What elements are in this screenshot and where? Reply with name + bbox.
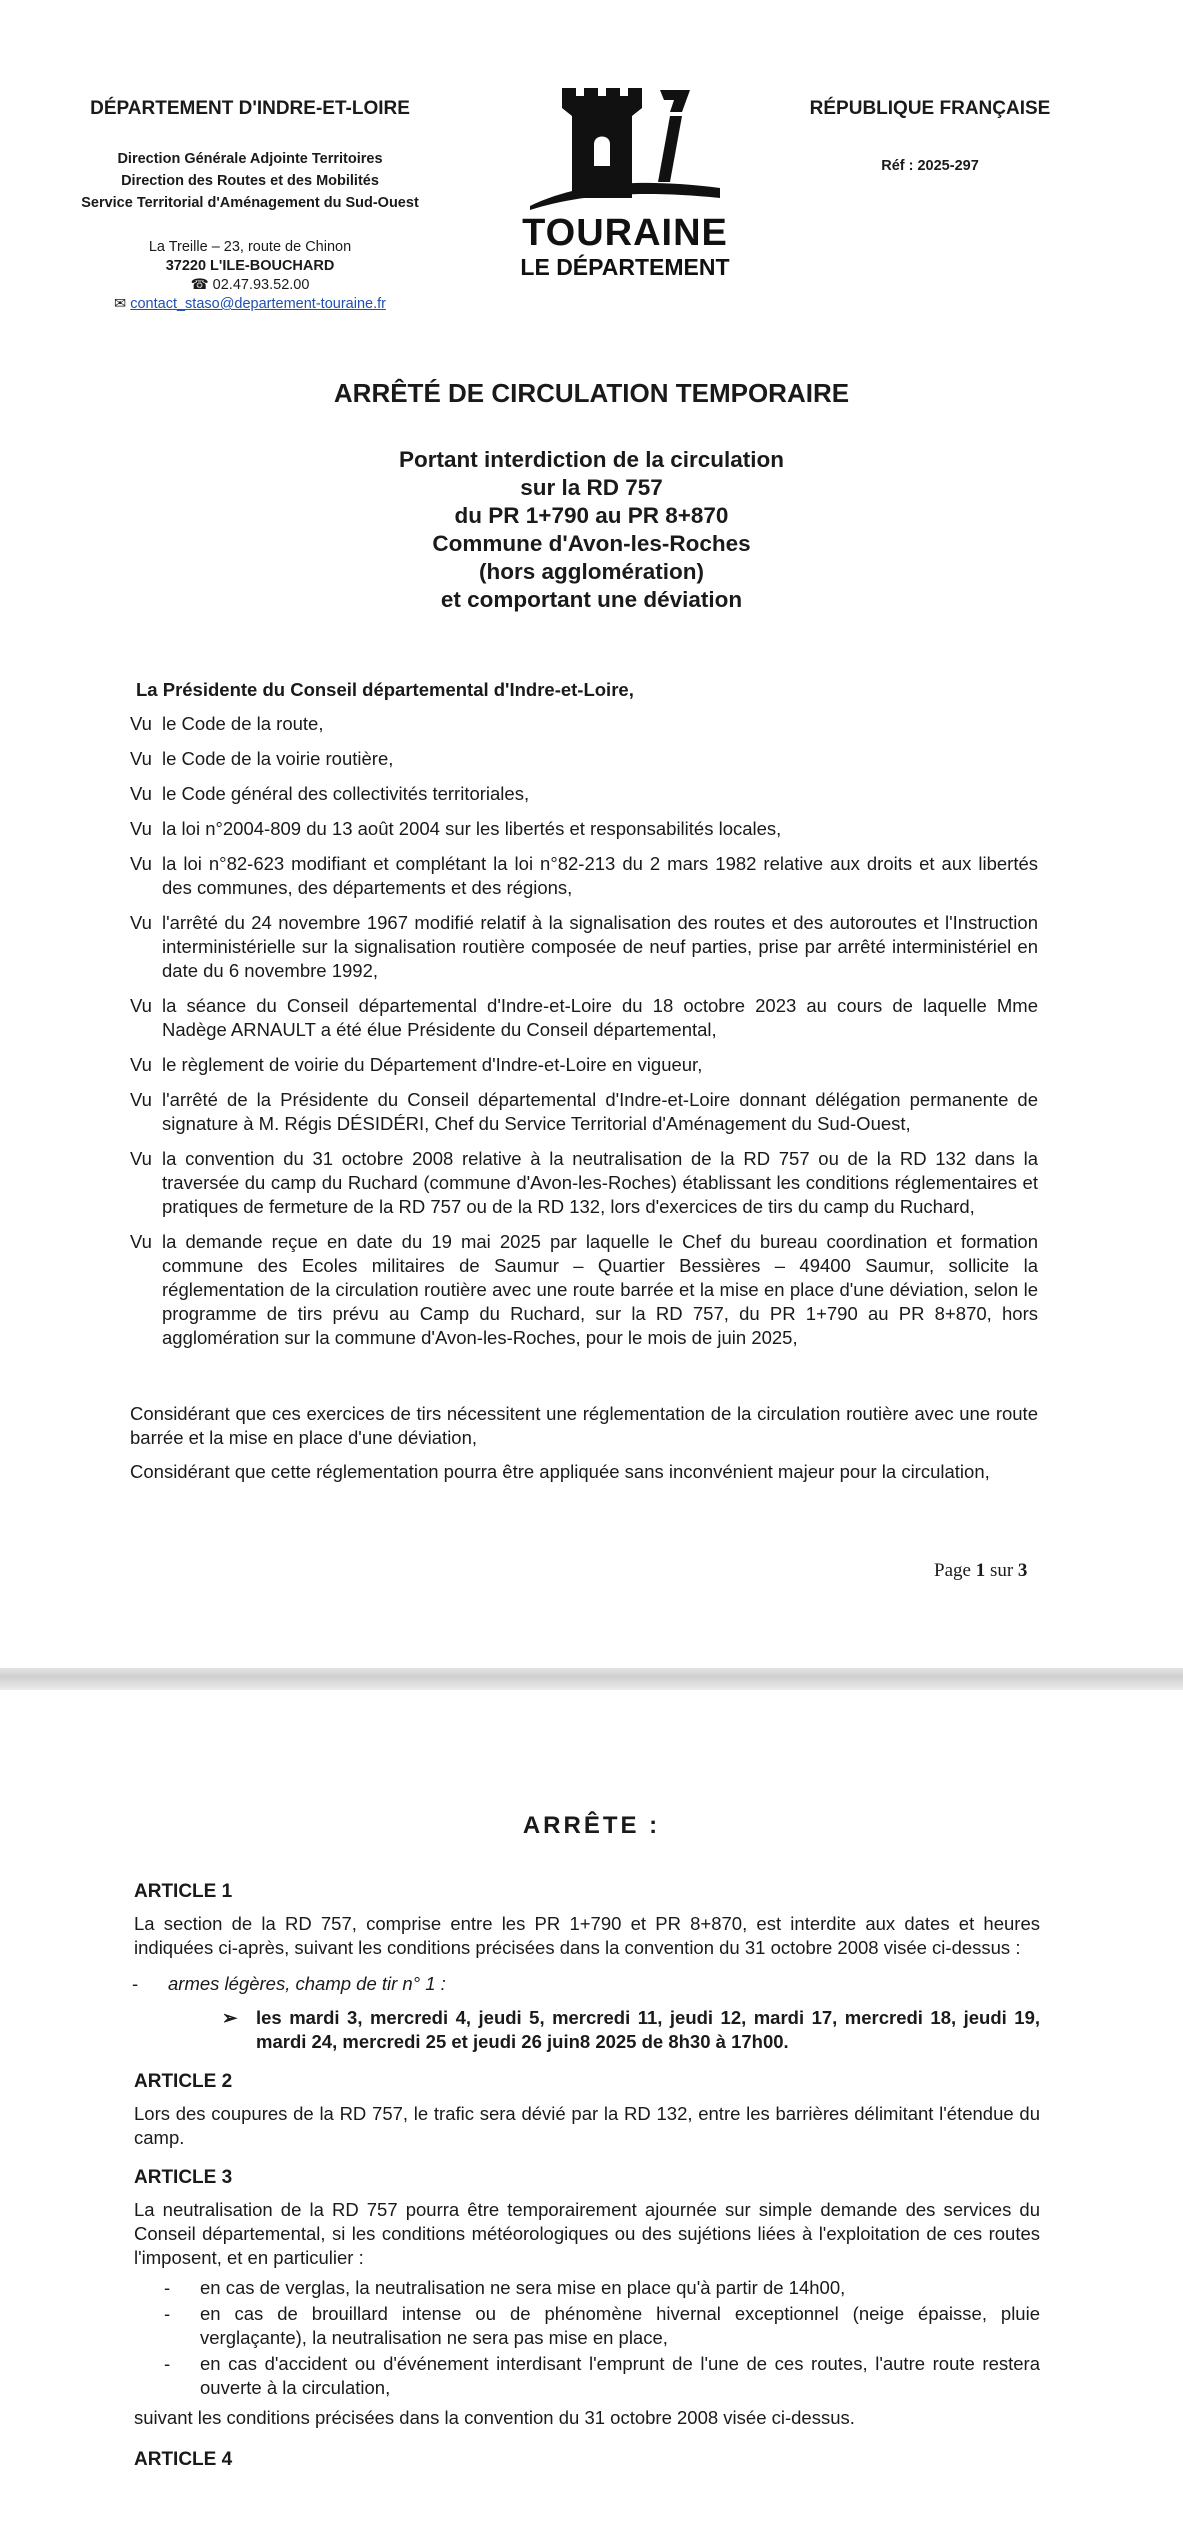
article-item — [164, 2276, 1040, 2300]
subtitle-line: (hors agglomération) — [478, 559, 704, 584]
phone-line — [40, 276, 460, 295]
article-text: La neutralisation de la RD 757 pourra être temporairement ajournée sur simple demande des services du Conseil départemental, si les conditions météorologiques ou des sujétions liées à l'exploitation de ces routes l'imposent, et en particulier : — [134, 2199, 1040, 2268]
vu-label: Vu — [130, 1148, 152, 1169]
page-total: 3 — [1017, 1560, 1028, 1581]
president-line: La Présidente du Conseil départemental d'Indre-et-Loire, — [136, 679, 634, 700]
subtitle-line: Commune d'Avon-les-Roches — [432, 531, 751, 556]
vu-label: Vu — [130, 713, 152, 734]
article-item — [164, 2302, 1040, 2350]
vu-text: la loi n°2004-809 du 13 août 2004 sur les libertés et responsabilités locales, — [162, 818, 782, 839]
vu-label: Vu — [130, 1231, 152, 1252]
dash-bullet: - — [164, 2353, 171, 2374]
page-number — [934, 1560, 1027, 1582]
vu-item — [130, 747, 1038, 771]
dates-item — [222, 2006, 1040, 2054]
phone-icon: ☎ — [190, 277, 213, 293]
vu-item — [130, 852, 1038, 900]
reference-number: Réf : 2025-297 — [881, 158, 979, 174]
service-line: Service Territorial d'Aménagement du Sud-Ouest — [81, 195, 419, 211]
vu-label: Vu — [130, 912, 152, 933]
subtitle-line: sur la RD 757 — [520, 475, 663, 500]
page-sep: sur — [989, 1560, 1014, 1581]
vu-label: Vu — [130, 853, 152, 874]
article-text: La section de la RD 757, comprise entre les PR 1+790 et PR 8+870, est interdite aux dates et heures indiquées ci-après, suivant les conditions précisées dans la convention du 31 octobre 2008 visée ci-dessus : — [134, 1913, 1040, 1958]
article-item — [132, 1972, 1040, 1996]
article-item-text: armes légères, champ de tir n° 1 : — [168, 1973, 446, 1994]
vu-text: le règlement de voirie du Département d'Indre-et-Loire en vigueur, — [162, 1054, 703, 1075]
vu-item — [130, 1230, 1038, 1350]
article-item-text: en cas d'accident ou d'événement interdisant l'emprunt de l'une de ces routes, l'autre route restera ouverte à la circulation, — [200, 2353, 1040, 2398]
tower-logo-icon — [520, 82, 730, 212]
subtitle-line: et comportant une déviation — [440, 587, 743, 612]
article-item — [164, 2352, 1040, 2400]
document-title: ARRÊTÉ DE CIRCULATION TEMPORAIRE — [333, 378, 850, 408]
vu-label: Vu — [130, 748, 152, 769]
article-item-text: en cas de brouillard intense ou de phénomène hivernal exceptionnel (neige épaisse, pluie verglaçante), la neutralisation ne sera pas mise en place, — [200, 2303, 1040, 2348]
vu-text: le Code de la route, — [162, 713, 324, 734]
vu-item — [130, 1088, 1038, 1136]
address-city: 37220 L'ILE-BOUCHARD — [165, 258, 335, 274]
arrete-heading: ARRÊTE : — [522, 1812, 661, 1839]
article-item-text: en cas de verglas, la neutralisation ne sera mise en place qu'à partir de 14h00, — [200, 2277, 846, 2298]
vu-label: Vu — [130, 818, 152, 839]
vu-label: Vu — [130, 1054, 152, 1075]
dash-bullet: - — [164, 2303, 171, 2324]
vu-label: Vu — [130, 783, 152, 804]
articles — [134, 1880, 1040, 2480]
considerant: Considérant que cette réglementation pourra être appliquée sans inconvénient majeur pour la circulation, — [130, 1461, 990, 1482]
phone-number: 02.47.93.52.00 — [212, 277, 310, 293]
touraine-logo — [520, 82, 730, 287]
vu-text: le Code général des collectivités territoriales, — [162, 783, 530, 804]
vu-text: l'arrêté de la Présidente du Conseil départemental d'Indre-et-Loire donnant délégation permanente de signature à M. Régis DÉSIDÉRI, Chef du Service Territorial d'Aménagement du Sud-Ouest, — [162, 1089, 1038, 1134]
vu-text: la demande reçue en date du 19 mai 2025 par laquelle le Chef du bureau coordination et formation commune des Ecoles militaires de Saumur – Quartier Bessières – 49400 Saumur, sollicite la réglementation de la circulation routière avec une route barrée et la mise en place d'une déviation, selon le programme de tirs prévu au Camp du Ruchard, sur la RD 757, du PR 1+790 au PR 8+870, hors agglomération sur la commune d'Avon-les-Roches, pour le mois de juin 2025, — [162, 1231, 1038, 1348]
vu-item — [130, 712, 1038, 736]
vu-item — [130, 911, 1038, 983]
email-link[interactable]: contact_staso@departement-touraine.fr — [130, 296, 386, 312]
document-subtitle — [0, 446, 1183, 614]
subtitle-line: du PR 1+790 au PR 8+870 — [454, 503, 729, 528]
article-title: ARTICLE 1 — [134, 1881, 233, 1902]
page-separator — [0, 1668, 1183, 1690]
vu-item — [130, 782, 1038, 806]
article-title: ARTICLE 3 — [134, 2167, 233, 2188]
vu-text: la séance du Conseil départemental d'Indre-et-Loire du 18 octobre 2023 au cours de laquelle Mme Nadège ARNAULT a été élue Présidente du Conseil départemental, — [162, 995, 1038, 1040]
vu-item — [130, 1053, 1038, 1077]
dash-bullet: - — [164, 2277, 171, 2298]
article-text: Lors des coupures de la RD 757, le trafic sera dévié par la RD 132, entre les barrières délimitant l'étendue du camp. — [134, 2103, 1040, 2148]
subtitle-line: Portant interdiction de la circulation — [398, 447, 785, 472]
department-name: DÉPARTEMENT D'INDRE-ET-LOIRE — [90, 98, 410, 119]
address-block — [40, 238, 460, 314]
logo-word-departement: LE DÉPARTEMENT — [520, 254, 730, 280]
mail-icon: ✉ — [114, 296, 131, 312]
vu-item — [130, 994, 1038, 1042]
header-left — [40, 98, 460, 314]
vu-text: la loi n°82-623 modifiant et complétant la loi n°82-213 du 2 mars 1982 relative aux droits et aux libertés des communes, des départements et des régions, — [162, 853, 1038, 898]
considerant: Considérant que ces exercices de tirs nécessitent une réglementation de la circulation routière avec une route barrée et la mise en place d'une déviation, — [130, 1403, 1038, 1448]
vu-text: le Code de la voirie routière, — [162, 748, 394, 769]
service-line: Direction des Routes et des Mobilités — [121, 173, 379, 189]
article-list — [164, 2276, 1040, 2400]
page-prefix: Page — [934, 1560, 971, 1581]
preamble — [130, 678, 1038, 1494]
article-title: ARTICLE 2 — [134, 2071, 233, 2092]
logo-word-touraine: TOURAINE — [522, 212, 728, 254]
article-text: suivant les conditions précisées dans la convention du 31 octobre 2008 visée ci-dessus. — [134, 2407, 855, 2428]
email-line — [40, 295, 460, 314]
vu-item — [130, 817, 1038, 841]
vu-label: Vu — [130, 995, 152, 1016]
header-right — [760, 98, 1100, 174]
vu-text: l'arrêté du 24 novembre 1967 modifié relatif à la signalisation des routes et des autoroutes et l'Instruction interministérielle sur la signalisation routière composée de neuf parties, prise par arrêté interministériel en date du 6 novembre 1992, — [162, 912, 1038, 981]
dash-bullet: - — [132, 1973, 139, 1994]
address-street: La Treille – 23, route de Chinon — [148, 239, 352, 255]
vu-item — [130, 1147, 1038, 1219]
republic-label: RÉPUBLIQUE FRANÇAISE — [809, 98, 1051, 119]
page-current: 1 — [975, 1560, 986, 1581]
service-line: Direction Générale Adjointe Territoires — [117, 151, 383, 167]
article-title: ARTICLE 4 — [134, 2449, 233, 2470]
dates-text: les mardi 3, mercredi 4, jeudi 5, mercredi 11, jeudi 12, mardi 17, mercredi 18, jeudi 19, mardi 24, mercredi 25 et jeudi 26 juin8 2025 de 8h30 à 17h00. — [256, 2007, 1040, 2052]
arrow-bullet-icon: ➢ — [222, 2007, 238, 2028]
vu-text: la convention du 31 octobre 2008 relative à la neutralisation de la RD 757 ou de la RD 132 dans la traversée du camp du Ruchard (commune d'Avon-les-Roches) établissant les conditions réglementaires et pratiques de fermeture de la RD 757 ou de la RD 132, lors d'exercices de tirs du camp du Ruchard, — [162, 1148, 1038, 1217]
vu-label: Vu — [130, 1089, 152, 1110]
